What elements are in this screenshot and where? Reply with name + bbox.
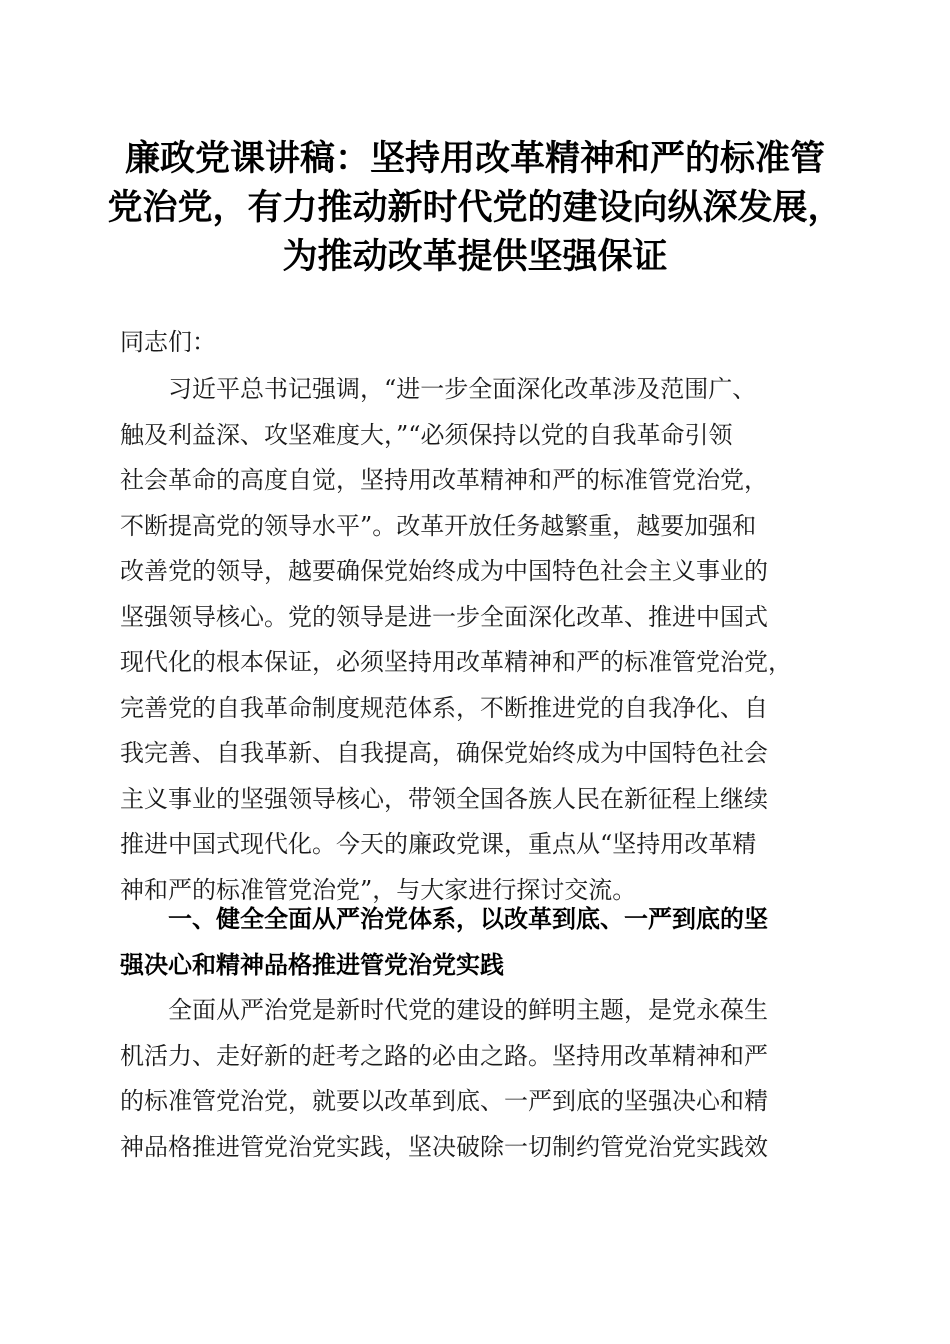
heading-line: 强决心和精神品格推进管党治党实践 bbox=[120, 950, 504, 979]
paragraph-line: 推进中国式现代化。今天的廉政党课，重点从“坚持用改革精 bbox=[120, 830, 757, 858]
paragraph-line: 机活力、走好新的赶考之路的必由之路。坚持用改革精神和严 bbox=[120, 1041, 768, 1070]
paragraph-line: 神和严的标准管党治党”，与大家进行探讨交流。 bbox=[120, 875, 637, 904]
paragraph-line: 完善党的自我革命制度规范体系，不断推进党的自我净化、自 bbox=[120, 693, 768, 722]
paragraph-line: 现代化的根本保证，必须坚持用改革精神和严的标准管党治党， bbox=[120, 648, 792, 676]
section-heading-1 bbox=[120, 897, 832, 988]
paragraph-2 bbox=[120, 988, 832, 1170]
paragraph-line: 我完善、自我革新、自我提高，确保党始终成为中国特色社会 bbox=[120, 739, 768, 767]
paragraph-line: 主义事业的坚强领导核心，带领全国各族人民在新征程上继续 bbox=[120, 784, 768, 813]
paragraph-line: 习近平总书记强调，“进一步全面深化改革涉及范围广、 bbox=[168, 375, 757, 403]
heading-line: 一、健全全面从严治党体系，以改革到底、一严到底的坚 bbox=[168, 905, 768, 933]
paragraph-line: 触及利益深、攻坚难度大，”“必须保持以党的自我革命引领 bbox=[120, 420, 733, 449]
document-title bbox=[100, 134, 850, 281]
title-line-3: 为推动改革提供坚强保证 bbox=[282, 236, 668, 277]
paragraph-1 bbox=[120, 367, 832, 913]
paragraph-line: 神品格推进管党治党实践，坚决破除一切制约管党治党实践效 bbox=[120, 1132, 768, 1161]
paragraph-line: 坚强领导核心。党的领导是进一步全面深化改革、推进中国式 bbox=[120, 602, 768, 631]
paragraph-line: 社会革命的高度自觉，坚持用改革精神和严的标准管党治党， bbox=[120, 466, 768, 494]
paragraph-line: 改善党的领导，越要确保党始终成为中国特色社会主义事业的 bbox=[120, 557, 768, 585]
paragraph-line: 全面从严治党是新时代党的建设的鲜明主题，是党永葆生 bbox=[168, 996, 768, 1024]
title-line-2: 党治党，有力推动新时代党的建设向纵深发展， bbox=[107, 187, 843, 228]
paragraph-line: 不断提高党的领导水平”。改革开放任务越繁重，越要加强和 bbox=[120, 511, 757, 540]
salutation: 同志们： bbox=[120, 328, 216, 356]
paragraph-line: 的标准管党治党，就要以改革到底、一严到底的坚强决心和精 bbox=[120, 1087, 768, 1115]
title-line-1: 廉政党课讲稿：坚持用改革精神和严的标准管 bbox=[124, 138, 825, 179]
